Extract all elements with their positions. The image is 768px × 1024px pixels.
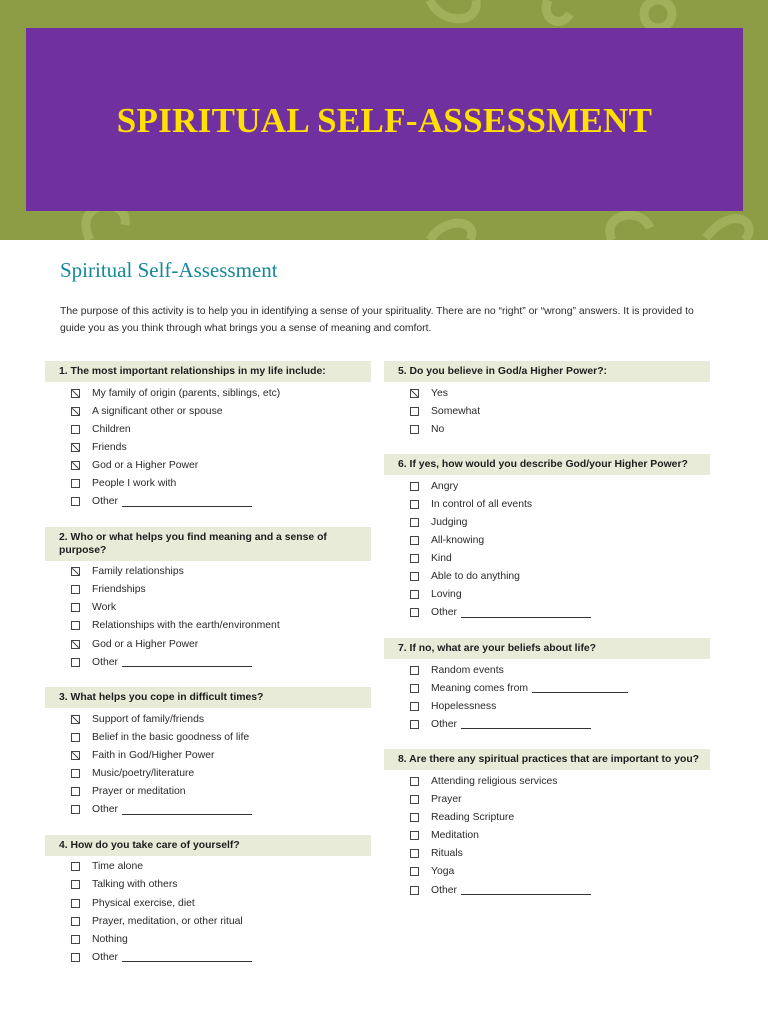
question-heading <box>45 687 371 708</box>
option-label: Talking with others <box>92 879 178 891</box>
option-item <box>45 402 371 420</box>
option-item <box>384 513 710 531</box>
checkbox[interactable] <box>410 554 419 563</box>
checkbox[interactable] <box>410 795 419 804</box>
option-item <box>45 930 371 948</box>
checked-checkbox[interactable] <box>71 389 80 398</box>
question-heading <box>384 749 710 770</box>
option-item <box>45 581 371 599</box>
option-label: Other <box>431 884 457 896</box>
checkbox[interactable] <box>410 425 419 434</box>
option-label: No <box>431 423 445 435</box>
option-item <box>45 765 371 783</box>
checked-checkbox[interactable] <box>71 461 80 470</box>
checkbox[interactable] <box>410 482 419 491</box>
checkbox[interactable] <box>410 518 419 527</box>
question-title: 3. What helps you cope in difficult times? <box>59 692 264 704</box>
right-column <box>384 361 710 915</box>
checkbox[interactable] <box>71 497 80 506</box>
option-item <box>45 912 371 930</box>
option-label: Meditation <box>431 830 479 842</box>
option-item <box>45 563 371 581</box>
checkbox[interactable] <box>71 899 80 908</box>
checkbox[interactable] <box>410 702 419 711</box>
option-item <box>45 746 371 764</box>
option-label: Angry <box>431 480 459 492</box>
option-label: People I work with <box>92 478 177 490</box>
checkbox[interactable] <box>410 720 419 729</box>
option-list <box>384 382 710 438</box>
option-item <box>45 456 371 474</box>
question-title: 5. Do you believe in God/a Higher Power?: <box>398 366 608 377</box>
checked-checkbox[interactable] <box>410 389 419 398</box>
checkbox[interactable] <box>71 603 80 612</box>
checkbox[interactable] <box>410 608 419 617</box>
checkbox[interactable] <box>71 935 80 944</box>
option-label: In control of all events <box>431 498 533 510</box>
option-label: Loving <box>431 589 462 601</box>
left-column <box>45 361 371 982</box>
option-item <box>384 845 710 863</box>
option-item <box>45 474 371 492</box>
option-label: Faith in God/Higher Power <box>92 749 215 761</box>
option-item <box>384 402 710 420</box>
question-title: 2. Who or what helps you find meaning and a sense of purpose? <box>59 531 327 556</box>
option-label: Able to do anything <box>431 571 520 583</box>
question-heading <box>384 454 710 475</box>
checkbox[interactable] <box>71 585 80 594</box>
intro-paragraph: The purpose of this activity is to help you in identifying a sense of your spirituality. There are no “right” or “wrong” answers. It is provided to guide you as you think through what brings you a sense of meaning and comfort. <box>60 306 694 334</box>
option-label: God or a Higher Power <box>92 459 199 471</box>
option-label: A significant other or spouse <box>92 405 223 417</box>
option-item <box>45 783 371 801</box>
checked-checkbox[interactable] <box>71 715 80 724</box>
option-label: Support of family/friends <box>92 713 205 725</box>
option-item <box>45 876 371 894</box>
question-heading <box>45 835 371 856</box>
page-title: SPIRITUAL SELF-ASSESSMENT <box>116 101 653 140</box>
write-in-line[interactable] <box>532 683 628 693</box>
option-label: Yoga <box>431 866 455 878</box>
option-list <box>384 770 710 899</box>
checkbox[interactable] <box>410 666 419 675</box>
title-banner <box>26 28 743 211</box>
question-heading <box>384 361 710 382</box>
option-label: Time alone <box>92 861 144 873</box>
checkbox[interactable] <box>71 880 80 889</box>
option-label: Reading Scripture <box>431 812 515 824</box>
checkbox[interactable] <box>71 917 80 926</box>
option-item <box>45 635 371 653</box>
option-label: Prayer or meditation <box>92 786 186 798</box>
option-label: Other <box>92 656 118 668</box>
option-item <box>45 599 371 617</box>
option-item <box>384 715 710 733</box>
checkbox[interactable] <box>410 849 419 858</box>
option-label: Other <box>431 718 457 730</box>
checkbox[interactable] <box>71 621 80 630</box>
section-subtitle: Spiritual Self-Assessment <box>60 258 278 282</box>
option-item <box>45 384 371 402</box>
question-title: 1. The most important relationships in my life include: <box>59 366 326 377</box>
question-heading <box>45 527 371 561</box>
option-item <box>384 881 710 899</box>
question-3 <box>45 687 371 819</box>
option-list <box>384 659 710 733</box>
option-item <box>384 420 710 438</box>
option-item <box>45 858 371 876</box>
option-item <box>45 617 371 635</box>
option-item <box>45 710 371 728</box>
question-4 <box>45 835 371 967</box>
write-in-line[interactable] <box>122 497 252 507</box>
option-label: Family relationships <box>92 566 184 578</box>
option-label: Other <box>92 804 118 816</box>
checkbox[interactable] <box>71 658 80 667</box>
option-label: Attending religious services <box>431 775 558 787</box>
checkbox[interactable] <box>71 769 80 778</box>
option-label: All-knowing <box>431 535 485 547</box>
checkbox[interactable] <box>71 479 80 488</box>
question-title: 6. If yes, how would you describe God/your Higher Power? <box>398 459 688 471</box>
option-list <box>45 856 371 967</box>
checkbox[interactable] <box>410 684 419 693</box>
option-item <box>384 550 710 568</box>
question-5 <box>384 361 710 438</box>
question-7 <box>384 638 710 733</box>
option-label: Music/poetry/literature <box>92 768 195 780</box>
question-2 <box>45 527 371 672</box>
option-item <box>384 827 710 845</box>
option-item <box>384 532 710 550</box>
option-label: Work <box>92 602 117 614</box>
option-label: Prayer <box>431 794 462 806</box>
option-label: Kind <box>431 553 452 565</box>
question-title: 8. Are there any spiritual practices that are important to you? <box>398 754 700 766</box>
checkbox[interactable] <box>410 813 419 822</box>
option-item <box>384 477 710 495</box>
option-item <box>384 809 710 827</box>
option-label: Random events <box>431 664 504 676</box>
checked-checkbox[interactable] <box>71 567 80 576</box>
question-heading <box>45 361 371 382</box>
write-in-line[interactable] <box>461 719 591 729</box>
checked-checkbox[interactable] <box>71 751 80 760</box>
checkbox[interactable] <box>71 953 80 962</box>
option-item <box>384 697 710 715</box>
option-item <box>45 493 371 511</box>
write-in-line[interactable] <box>461 608 591 618</box>
option-label: Prayer, meditation, or other ritual <box>92 915 243 927</box>
question-title: 4. How do you take care of yourself? <box>59 839 240 851</box>
option-label: Yes <box>431 387 448 399</box>
checkbox[interactable] <box>410 572 419 581</box>
option-item <box>384 772 710 790</box>
option-item <box>384 791 710 809</box>
checkbox[interactable] <box>410 886 419 895</box>
option-label: Physical exercise, diet <box>92 897 195 909</box>
option-item <box>384 568 710 586</box>
option-item <box>45 653 371 671</box>
option-label: Children <box>92 423 131 435</box>
checkbox[interactable] <box>71 733 80 742</box>
option-item <box>384 661 710 679</box>
option-item <box>384 604 710 622</box>
option-label: Meaning comes from <box>431 682 529 694</box>
checkbox[interactable] <box>71 862 80 871</box>
option-label: Other <box>431 607 457 619</box>
checkbox[interactable] <box>410 867 419 876</box>
option-label: Nothing <box>92 933 128 945</box>
checkbox[interactable] <box>410 590 419 599</box>
write-in-line[interactable] <box>122 805 252 815</box>
checked-checkbox[interactable] <box>71 640 80 649</box>
checkbox[interactable] <box>410 831 419 840</box>
checked-checkbox[interactable] <box>71 407 80 416</box>
checkbox[interactable] <box>410 500 419 509</box>
write-in-line[interactable] <box>122 952 252 962</box>
option-label: Somewhat <box>431 405 481 417</box>
option-item <box>384 586 710 604</box>
question-1 <box>45 361 371 511</box>
checkbox[interactable] <box>410 536 419 545</box>
option-label: Relationships with the earth/environment <box>92 620 280 632</box>
option-item <box>384 863 710 881</box>
option-list <box>384 475 710 622</box>
write-in-line[interactable] <box>122 657 252 667</box>
option-item <box>45 801 371 819</box>
checked-checkbox[interactable] <box>71 443 80 452</box>
option-label: Other <box>92 951 118 963</box>
option-item <box>45 728 371 746</box>
checkbox[interactable] <box>71 805 80 814</box>
option-list <box>45 382 371 511</box>
option-label: My family of origin (parents, siblings, etc) <box>92 387 281 399</box>
option-item <box>45 420 371 438</box>
option-item <box>45 948 371 966</box>
option-item <box>45 894 371 912</box>
option-list <box>45 708 371 819</box>
question-8 <box>384 749 710 899</box>
option-item <box>384 679 710 697</box>
checkbox[interactable] <box>71 425 80 434</box>
option-item <box>384 495 710 513</box>
checkbox[interactable] <box>410 407 419 416</box>
question-6 <box>384 454 710 622</box>
option-label: Other <box>92 496 118 508</box>
option-label: Friends <box>92 441 127 453</box>
option-item <box>384 384 710 402</box>
option-item <box>45 438 371 456</box>
option-label: Rituals <box>431 848 463 860</box>
option-label: Belief in the basic goodness of life <box>92 731 250 743</box>
write-in-line[interactable] <box>461 885 591 895</box>
question-title: 7. If no, what are your beliefs about life? <box>398 643 597 655</box>
checkbox[interactable] <box>71 787 80 796</box>
question-heading <box>384 638 710 659</box>
checkbox[interactable] <box>410 777 419 786</box>
option-label: God or a Higher Power <box>92 638 199 650</box>
option-label: Friendships <box>92 584 146 596</box>
option-list <box>45 561 371 672</box>
option-label: Hopelessness <box>431 700 497 712</box>
option-label: Judging <box>431 517 468 529</box>
